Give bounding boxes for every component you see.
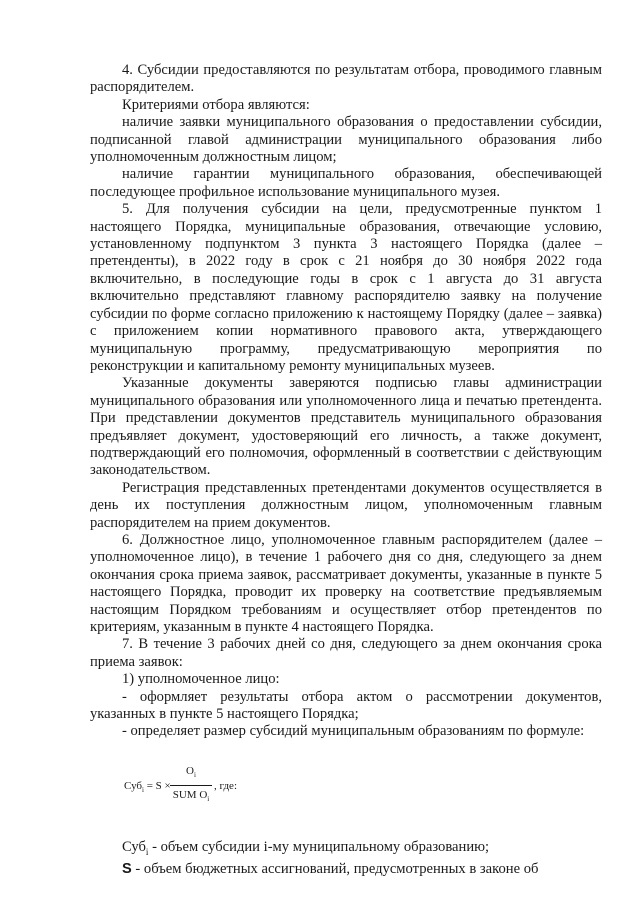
paragraph-7-1-a: - оформляет результаты отбора актом о рассмотрении документов, указанных в пункте 5 настоящего Порядка; — [90, 688, 602, 723]
formula-fraction — [170, 763, 212, 809]
paragraph-criterion-2: наличие гарантии муниципального образования, обеспечивающей последующее профильное использование муниципального музея. — [90, 166, 602, 200]
paragraph-criteria-heading: Критериями отбора являются: — [122, 96, 310, 113]
paragraph-registration: Регистрация представленных претендентами документов осуществляется в день их поступления должностным лицом, уполномоченным главным распорядителем на прием документов. — [90, 479, 602, 531]
definition-sub-i: Суб$_i$ - объем субсидии i-му муниципальному образованию; — [122, 838, 490, 857]
document-page — [90, 62, 602, 879]
paragraph-documents: Указанные документы заверяются подписью главы администрации муниципального образования или уполномоченного лица и печатью претендента. При представлении документов представитель муниципального образования предъявляет документ, удостоверяющий его личность, а также документ, подтверждающий его полномочия, оформленный в соответствии с действующим законодательством. — [90, 375, 602, 479]
paragraph-7-1: 1) уполномоченное лицо: — [122, 671, 280, 688]
formula-denominator: SUM $O_i$ — [172, 789, 210, 804]
paragraph-5: 5. Для получения субсидии на цели, предусмотренные пунктом 1 настоящего Порядка, муниципальные образования, отвечающие условию, установленному подпунктом 3 пункта 3 настоящего Порядка (далее – претенденты), в 2022 году в срок с 21 ноября до 30 ноября 2022 года включительно, в последующие годы в срок с 1 августа до 31 августа включительно представляют главному распорядителю заявку на получение субсидии по форме согласно приложению к настоящему Порядку (далее – заявка) с приложением копии нормативного правового акта, утверждающего муниципальную программу, предусматривающую мероприятия по реконструкции и капитальному ремонту муниципальных музеев. — [90, 201, 602, 374]
formula-tail: , где: — [214, 779, 237, 792]
fraction-bar — [170, 785, 212, 786]
subsidy-formula — [90, 759, 602, 815]
formula-lhs: Суб$_i$ = S × — [124, 779, 171, 795]
paragraph-7-1-b: - определяет размер субсидий муниципальным образованиям по формуле: — [122, 723, 585, 740]
formula-numerator: $O_i$ — [186, 764, 196, 780]
paragraph-6: 6. Должностное лицо, уполномоченное главным распорядителем (далее – уполномоченное лицо), в течение 1 рабочего дня со дня, следующего за днем окончания срока приема заявок, рассматривает документы, указанные в пункте 5 настоящего Порядка, проводит их проверку на соответствие предъявляемым настоящим Порядком требованиям и осуществляет отбор претендентов по критериям, указанным в пункте 4 настоящего Порядка. — [90, 531, 602, 635]
paragraph-7: 7. В течение 3 рабочих дней со дня, следующего за днем окончания срока приема заявок: — [90, 636, 602, 670]
definition-s: S - объем бюджетных ассигнований, предусмотренных в законе об — [122, 861, 539, 878]
paragraph-4: 4. Субсидии предоставляются по результатам отбора, проводимого главным распорядителем. — [90, 62, 602, 96]
paragraph-criterion-1: наличие заявки муниципального образования о предоставлении субсидии, подписанной главой администрации муниципального образования либо уполномоченным должностным лицом; — [90, 114, 602, 166]
